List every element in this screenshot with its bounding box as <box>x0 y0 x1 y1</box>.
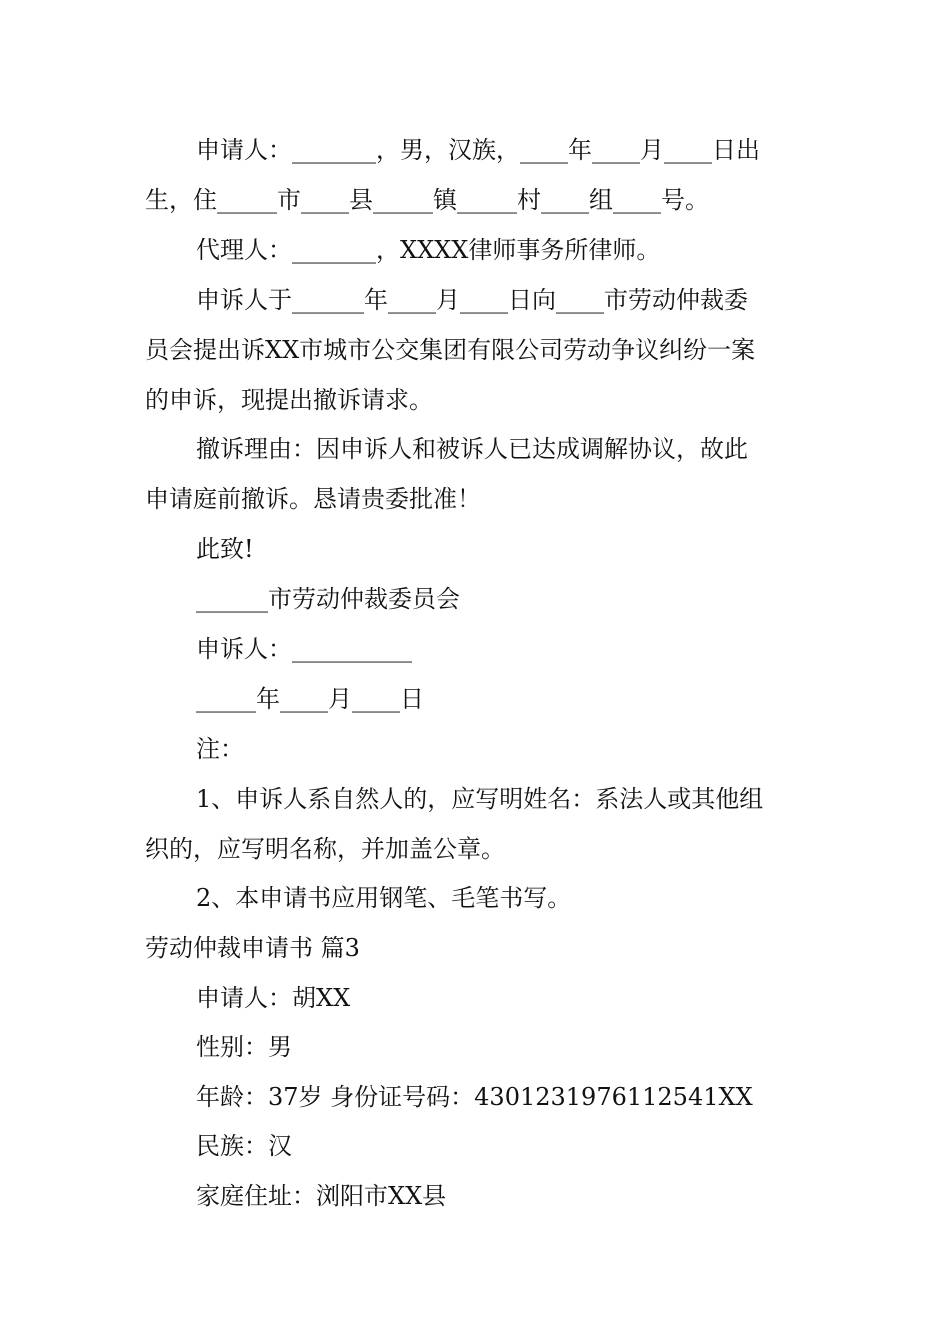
agent-line: 代理人：_______，XXXX律师事务所律师。 <box>196 236 661 264</box>
section-title: 劳动仲裁申请书 篇3 <box>145 934 360 962</box>
note-1-line-1: 1、申诉人系自然人的，应写明姓名：系法人或其他组 <box>196 785 764 813</box>
home-address: 家庭住址：浏阳市XX县 <box>196 1182 447 1210</box>
applicant-line: 申请人：_______，男，汉族，____年____月____日出 <box>196 136 760 164</box>
address-line: 生，住_____市____县_____镇_____村____组____号。 <box>145 186 709 214</box>
note-1-line-2: 织的，应写明名称，并加盖公章。 <box>145 835 505 863</box>
gender: 性别：男 <box>196 1033 292 1061</box>
reason-line-2: 申请庭前撤诉。恳请贵委批准！ <box>145 485 481 513</box>
note-heading: 注： <box>196 735 244 763</box>
ethnicity: 民族：汉 <box>196 1132 292 1160</box>
complaint-line-2: 员会提出诉XX市城市公交集团有限公司劳动争议纠纷一案 <box>145 336 756 364</box>
salutation: 此致! <box>196 535 254 563</box>
date-line: _____年____月____日 <box>196 685 424 713</box>
signature-line: 申诉人：__________ <box>196 635 412 663</box>
note-2: 2、本申请书应用钢笔、毛笔书写。 <box>196 884 572 912</box>
age-id: 年龄：37岁 身份证号码：4301231976112541XX <box>196 1083 753 1111</box>
reason-line-1: 撤诉理由：因申诉人和被诉人已达成调解协议，故此 <box>196 435 748 463</box>
applicant-name: 申请人：胡XX <box>196 984 351 1012</box>
complaint-line-1: 申诉人于______年____月____日向____市劳动仲裁委 <box>196 286 748 314</box>
recipient: ______市劳动仲裁委员会 <box>196 585 460 613</box>
complaint-line-3: 的申诉，现提出撤诉请求。 <box>145 386 433 414</box>
